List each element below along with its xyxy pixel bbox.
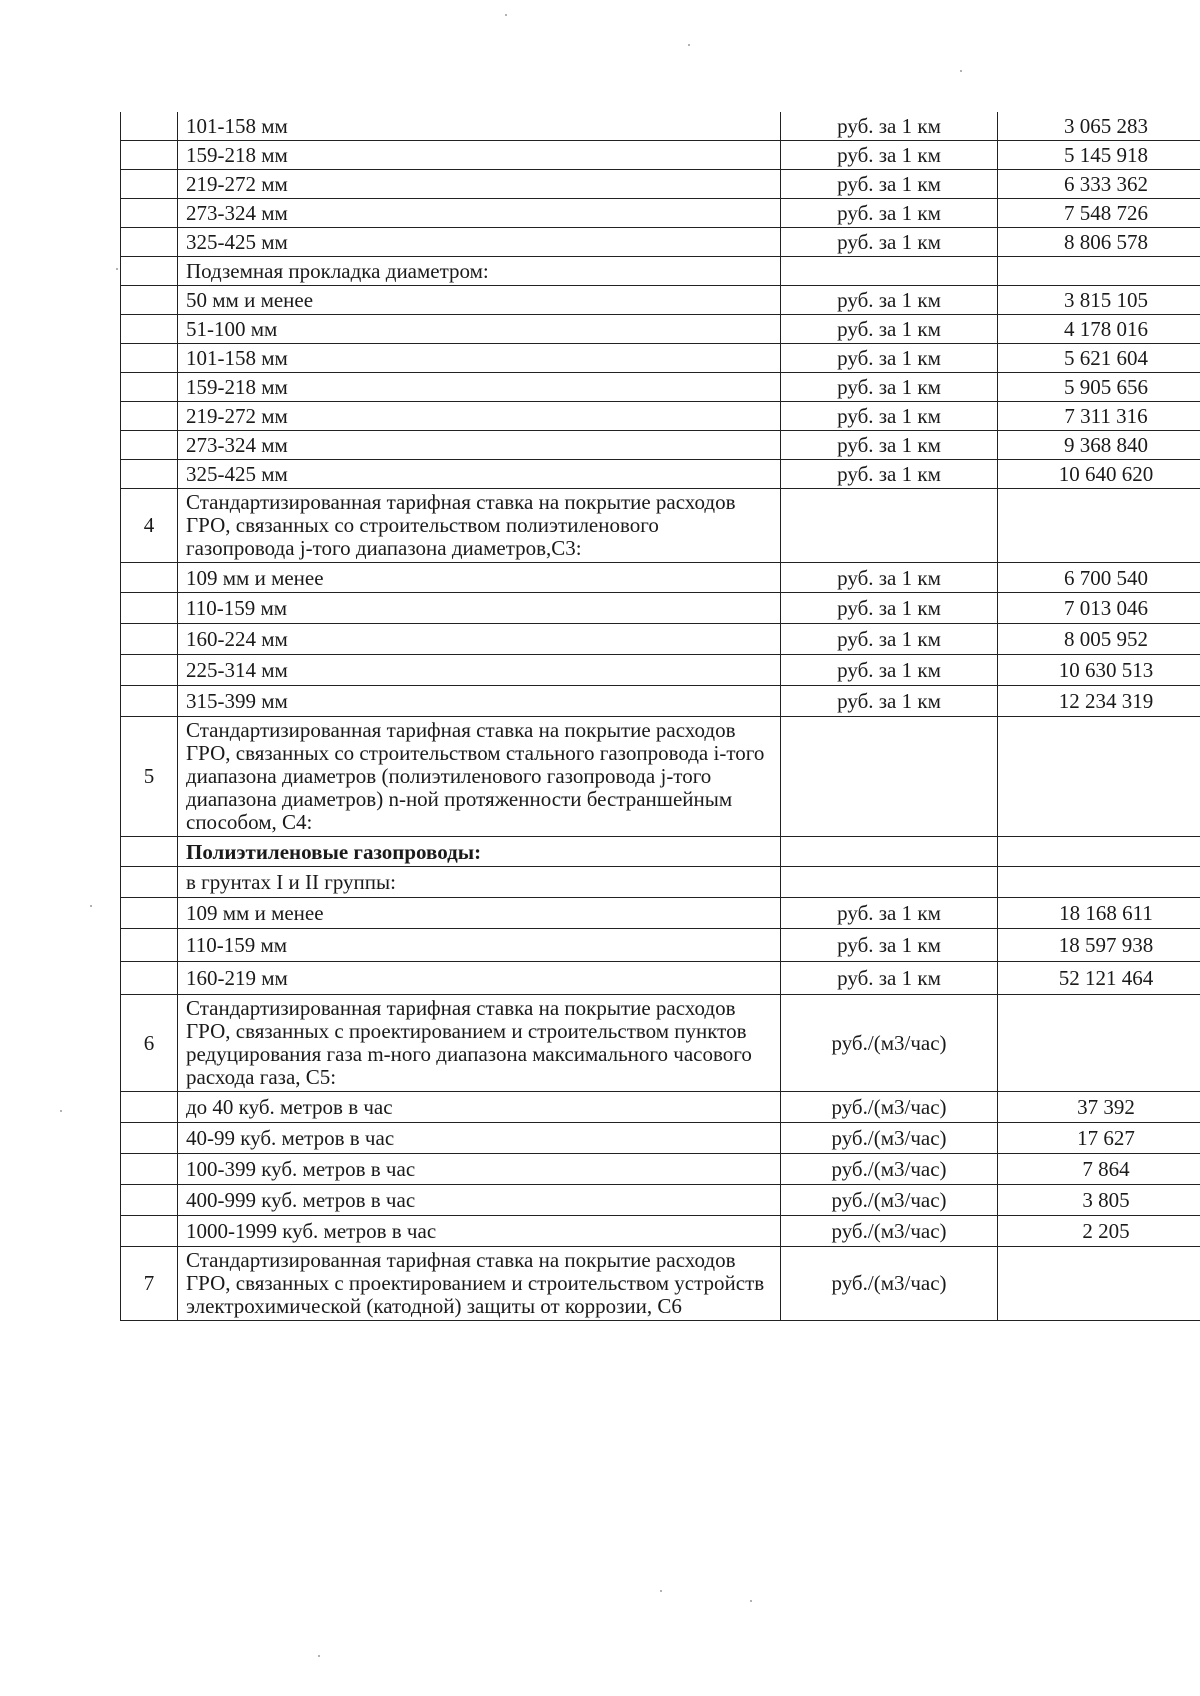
table-row: 101-158 мм руб. за 1 км 3 065 283 (121, 112, 1200, 141)
table-row: 101-158 мм руб. за 1 км 5 621 604 (121, 344, 1200, 373)
tariff-table-page (120, 112, 1165, 1321)
section-number: 7 (121, 1247, 178, 1321)
tariff-table (120, 112, 1200, 1321)
section-number: 5 (121, 717, 178, 837)
scan-speck (750, 1600, 752, 1602)
table-row-heading (121, 867, 1200, 898)
table-row: 1000-1999 куб. метров в час руб./(м3/час) 2 205 (121, 1216, 1200, 1247)
table-row: 315-399 мм руб. за 1 км 12 234 319 (121, 686, 1200, 717)
scan-speck (116, 268, 118, 270)
table-row: 225-314 мм руб. за 1 км 10 630 513 (121, 655, 1200, 686)
scan-speck (505, 14, 507, 16)
table-row: 160-224 мм руб. за 1 км 8 005 952 (121, 624, 1200, 655)
table-row: 51-100 мм руб. за 1 км 4 178 016 (121, 315, 1200, 344)
table-row: 40-99 куб. метров в час руб./(м3/час) 17 627 (121, 1123, 1200, 1154)
table-row: до 40 куб. метров в час руб./(м3/час) 37 392 (121, 1092, 1200, 1123)
underground-heading: Подземная прокладка диаметром: (178, 257, 781, 286)
table-row: 160-219 мм руб. за 1 км 52 121 464 (121, 962, 1200, 995)
table-row: 219-272 мм руб. за 1 км 7 311 316 (121, 402, 1200, 431)
table-row: 110-159 мм руб. за 1 км 7 013 046 (121, 593, 1200, 624)
scan-speck (90, 905, 92, 907)
table-row: 109 мм и менее руб. за 1 км 6 700 540 (121, 563, 1200, 593)
table-row-heading (121, 837, 1200, 867)
table-row: 100-399 куб. метров в час руб./(м3/час) 7 864 (121, 1154, 1200, 1185)
table-row: 50 мм и менее руб. за 1 км 3 815 105 (121, 286, 1200, 315)
table-row: 400-999 куб. метров в час руб./(м3/час) 3 805 (121, 1185, 1200, 1216)
table-row: 273-324 мм руб. за 1 км 7 548 726 (121, 199, 1200, 228)
section-5-header-row (121, 717, 1200, 837)
scan-speck (60, 1110, 62, 1112)
section-7-text: Стандартизированная тарифная ставка на покрытие расходов ГРО, связанных с проектированием и строительством устройств электрохимической (катодной) защиты от коррозии, С6 (178, 1247, 781, 1321)
section-number: 6 (121, 995, 178, 1092)
table-row: 219-272 мм руб. за 1 км 6 333 362 (121, 170, 1200, 199)
section-4-header-row (121, 489, 1200, 563)
scan-speck (960, 70, 962, 72)
section-7-header-row: 7 Стандартизированная тарифная ставка на покрытие расходов ГРО, связанных с проектированием и строительством устройств электрохимической (катодной) защиты от коррозии, С6 руб./(м3/час) (121, 1247, 1200, 1321)
table-row: 325-425 мм руб. за 1 км 10 640 620 (121, 460, 1200, 489)
section-5-text: Стандартизированная тарифная ставка на покрытие расходов ГРО, связанных со строительством стального газопровода i-того диапазона диаметров (полиэтиленового газопровода j-того диапазона диаметров) n-ной протяженности бестраншейным способом, С4: (178, 717, 781, 837)
section-6-header-row: 6 Стандартизированная тарифная ставка на покрытие расходов ГРО, связанных с проектированием и строительством пунктов редуцирования газа m-ного диапазона максимального часового расхода газа, С5: руб./(м3/час) (121, 995, 1200, 1092)
section-6-text: Стандартизированная тарифная ставка на покрытие расходов ГРО, связанных с проектированием и строительством пунктов редуцирования газа m-ного диапазона максимального часового расхода газа, С5: (178, 995, 781, 1092)
table-row: 110-159 мм руб. за 1 км 18 597 938 (121, 929, 1200, 962)
scan-speck (660, 1590, 662, 1592)
table-row: 159-218 мм руб. за 1 км 5 145 918 (121, 141, 1200, 170)
polyethylene-heading: Полиэтиленовые газопроводы: (178, 837, 781, 867)
scan-speck (688, 44, 690, 46)
section-number: 4 (121, 489, 178, 563)
table-row: 325-425 мм руб. за 1 км 8 806 578 (121, 228, 1200, 257)
soil-group-heading: в грунтах I и II группы: (178, 867, 781, 898)
table-row-heading (121, 257, 1200, 286)
table-row: 109 мм и менее руб. за 1 км 18 168 611 (121, 898, 1200, 929)
table-row: 159-218 мм руб. за 1 км 5 905 656 (121, 373, 1200, 402)
table-row: 273-324 мм руб. за 1 км 9 368 840 (121, 431, 1200, 460)
scan-speck (318, 1655, 320, 1657)
section-4-text: Стандартизированная тарифная ставка на покрытие расходов ГРО, связанных со строительством полиэтиленового газопровода j-того диапазона диаметров,С3: (178, 489, 781, 563)
